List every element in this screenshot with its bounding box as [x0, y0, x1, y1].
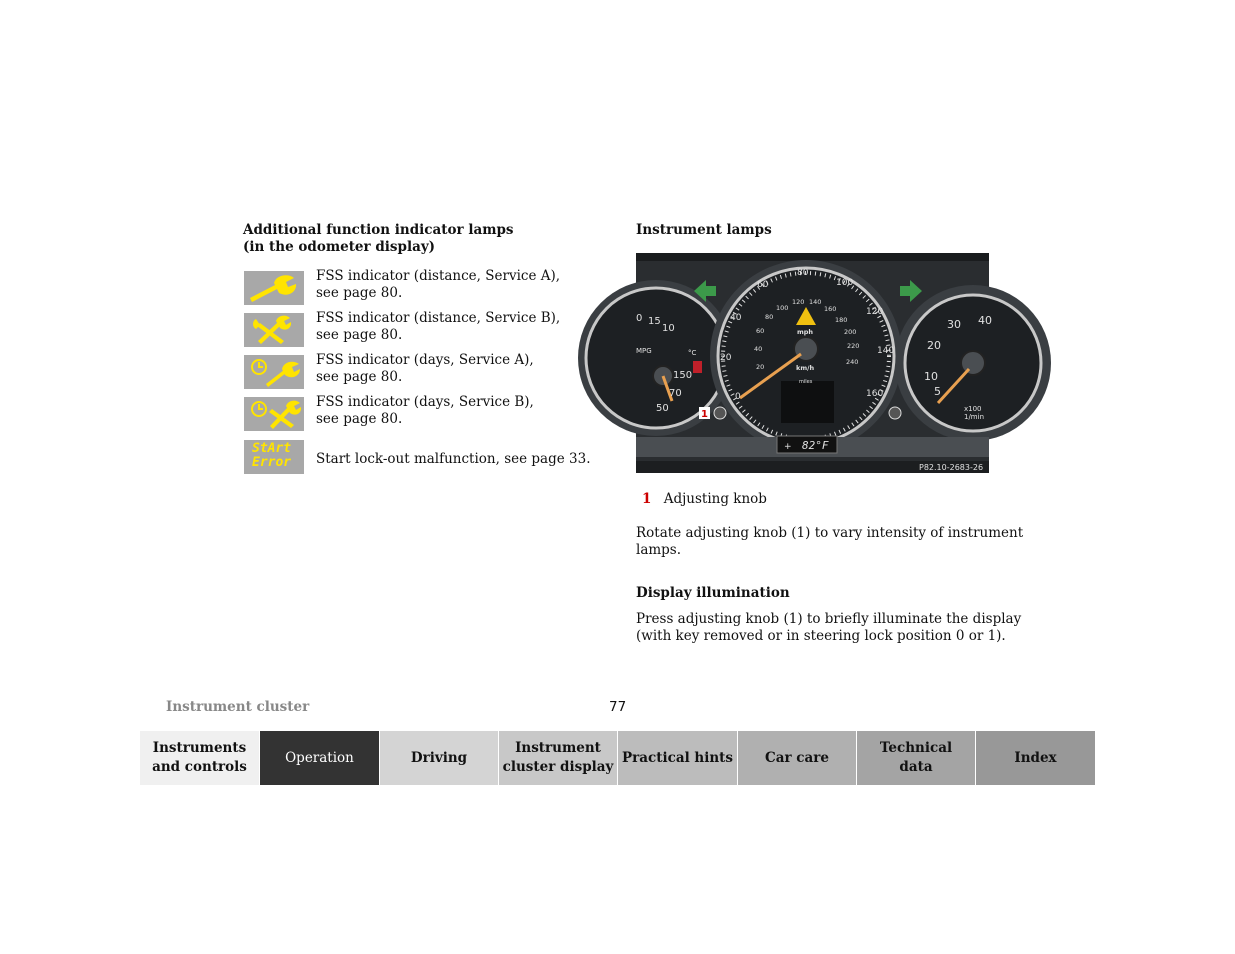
svg-text:150: 150: [673, 370, 693, 381]
nav-tab-technical-data[interactable]: [857, 731, 975, 785]
svg-text:MPG: MPG: [636, 347, 652, 355]
indicator-line-2: see page 80.: [316, 411, 403, 427]
display-illumination-heading: Display illumination: [636, 585, 790, 601]
paragraph-line-1: Rotate adjusting knob (1) to vary intensity of instrument: [636, 525, 1024, 541]
nav-tab-label: and controls: [152, 759, 247, 775]
svg-text:x100: x100: [964, 405, 982, 413]
svg-text:°C: °C: [688, 349, 697, 357]
indicator-line-2: see page 80.: [316, 369, 403, 385]
tachometer-gauge: [895, 285, 1051, 441]
svg-text:160: 160: [866, 389, 884, 399]
svg-text:50: 50: [656, 403, 669, 414]
svg-text:km/h: km/h: [796, 364, 815, 372]
press-knob-paragraph: [636, 611, 1021, 645]
svg-text:100: 100: [836, 278, 854, 288]
indicator-line-1: FSS indicator (days, Service B),: [316, 394, 534, 410]
indicator-line-2: see page 80.: [316, 285, 403, 301]
svg-text:220: 220: [847, 342, 860, 350]
svg-text:10: 10: [924, 370, 938, 383]
display-text-error: Error: [252, 455, 292, 470]
indicator-lamps-heading: [243, 222, 514, 256]
nav-tab-label: Instrument: [515, 740, 601, 756]
indicator-line-1: FSS indicator (distance, Service B),: [316, 310, 561, 326]
svg-text:20: 20: [720, 353, 732, 363]
svg-text:mph: mph: [797, 328, 814, 336]
start-error-display-icon: [244, 440, 304, 474]
nav-tab-label: Technical: [879, 740, 953, 756]
svg-text:70: 70: [669, 388, 682, 399]
indicator-line-1: FSS indicator (days, Service A),: [316, 352, 534, 368]
nav-tab-label: data: [899, 759, 933, 775]
heading-line-1: Additional function indicator lamps: [243, 222, 514, 238]
svg-text:5: 5: [934, 385, 941, 398]
display-text-start: StArt: [252, 441, 292, 456]
adjusting-knob: [714, 407, 726, 419]
indicator-row: [244, 440, 604, 474]
svg-text:82°F: 82°F: [802, 439, 829, 452]
svg-text:20: 20: [927, 339, 941, 352]
section-footer-label: Instrument cluster: [166, 699, 310, 715]
svg-text:10: 10: [662, 323, 675, 334]
indicator-row: [244, 268, 604, 305]
clock-wrench-icon: [244, 355, 304, 389]
svg-text:miles: miles: [799, 379, 813, 385]
figure-legend: [642, 491, 767, 508]
wrench-icon: [244, 271, 304, 305]
nav-tab-label: Driving: [410, 749, 468, 766]
nav-tab-index[interactable]: [976, 731, 1095, 785]
svg-text:60: 60: [756, 327, 765, 335]
rotate-knob-paragraph: [636, 525, 1023, 559]
svg-text:80: 80: [797, 268, 809, 278]
indicator-text: [316, 451, 590, 468]
paragraph-line-2: lamps.: [636, 542, 682, 558]
svg-text:100: 100: [776, 304, 789, 312]
instrument-cluster-illustration: [636, 253, 992, 473]
svg-text:140: 140: [877, 346, 895, 356]
clock-double-wrench-icon: [244, 397, 304, 431]
svg-text:240: 240: [846, 358, 859, 366]
paragraph-line-1: Press adjusting knob (1) to briefly illuminate the display: [636, 611, 1022, 627]
legend-label: Adjusting knob: [663, 491, 767, 507]
nav-tab-label: Car care: [765, 749, 829, 766]
svg-text:1/min: 1/min: [964, 413, 985, 421]
svg-text:180: 180: [835, 316, 848, 324]
svg-text:30: 30: [947, 318, 961, 331]
double-wrench-icon: [244, 313, 304, 347]
nav-tab-instruments-and-controls[interactable]: [140, 731, 259, 785]
speedometer-gauge: [710, 260, 902, 452]
indicator-text: [316, 268, 560, 302]
indicator-text: [316, 394, 534, 428]
svg-text:60: 60: [757, 280, 769, 290]
indicator-line-1: FSS indicator (distance, Service A),: [316, 268, 561, 284]
nav-tab-driving[interactable]: [380, 731, 498, 785]
svg-text:P82.10-2683-26: P82.10-2683-26: [919, 463, 984, 472]
legend-number: 1: [642, 491, 652, 507]
nav-tab-label: Instruments: [152, 740, 247, 756]
nav-tab-label: Practical hints: [622, 749, 733, 766]
heading-line-2: (in the odometer display): [243, 239, 436, 255]
svg-text:80: 80: [765, 313, 774, 321]
svg-text:120: 120: [866, 307, 884, 317]
instrument-cluster-figure: [636, 253, 992, 473]
indicator-row: [244, 394, 604, 431]
svg-text:1: 1: [701, 409, 708, 420]
paragraph-line-2: (with key removed or in steering lock position 0 or 1).: [636, 628, 1006, 644]
svg-text:20: 20: [756, 363, 765, 371]
nav-tab-operation[interactable]: [260, 731, 379, 785]
svg-text:0: 0: [636, 313, 643, 324]
svg-text:40: 40: [978, 314, 992, 327]
nav-tab-label: cluster display: [502, 759, 614, 775]
page-number: 77: [609, 699, 627, 715]
instrument-lamps-heading: Instrument lamps: [636, 222, 772, 238]
svg-text:+: +: [784, 442, 792, 452]
svg-text:160: 160: [824, 305, 837, 313]
nav-tab-practical-hints[interactable]: [618, 731, 737, 785]
nav-tab-label: Index: [1014, 749, 1057, 766]
svg-text:40: 40: [754, 345, 763, 353]
indicator-text: [316, 310, 560, 344]
svg-text:120: 120: [792, 298, 805, 306]
svg-text:200: 200: [844, 328, 857, 336]
svg-text:140: 140: [809, 298, 822, 306]
indicator-line-2: see page 80.: [316, 327, 403, 343]
nav-tab-label: Operation: [285, 749, 354, 766]
svg-text:0: 0: [735, 392, 741, 402]
indicator-line-1: Start lock-out malfunction, see page 33.: [316, 451, 591, 467]
svg-text:15: 15: [648, 316, 661, 327]
reset-knob: [889, 407, 901, 419]
svg-text:40: 40: [730, 313, 742, 323]
nav-tab-instrument-cluster-display[interactable]: [499, 731, 617, 785]
indicator-row: [244, 310, 604, 347]
nav-tab-car-care[interactable]: [738, 731, 856, 785]
indicator-row: [244, 352, 604, 389]
indicator-text: [316, 352, 534, 386]
